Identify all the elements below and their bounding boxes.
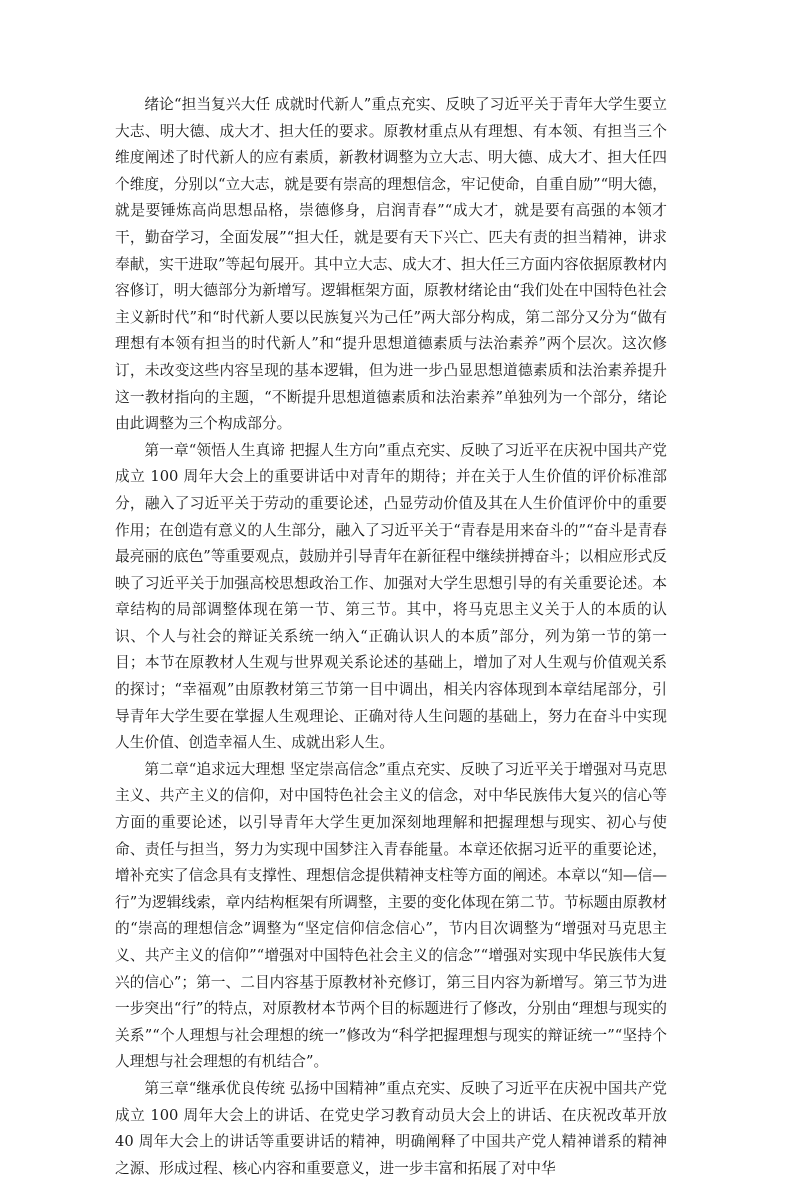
paragraph-introduction: 绪论“担当复兴大任 成就时代新人”重点充实、反映了习近平关于青年大学生要立大志、明大德、成大才、担大任的要求。原教材重点从有理想、有本领、有担当三个维度阐述了时代新人的应有素质，新教材调整为立大志、明大德、成大才、担大任四个维度，分别以“立大志，就是要有崇高的理想信念，牢记使命，自重自励”“明大德，就是要锤炼高尚思想品格，崇德修身，启润青春”“成大才，就是要有高强的本领才干，勤奋学习，全面发展”“担大任，就是要有天下兴亡、匹夫有责的担当精神，讲求奉献，实干进取”等起句展开。其中立大志、成大才、担大任三方面内容依据原教材内容修订，明大德部分为新增写。逻辑框架方面，原教材绪论由“我们处在中国特色社会主义新时代”和“时代新人要以民族复兴为己任”两大部分构成，第二部分又分为“做有理想有本领有担当的时代新人”和“提升思想道德素质与法治素养”两个层次。这次修订，未改变这些内容呈现的基本逻辑，但为进一步凸显思想道德素质和法治素养提升这一教材指向的主题，“不断提升思想道德素质和法治素养”单独列为一个部分，绪论由此调整为三个构成部分。 xyxy=(115,96,667,433)
paragraph-chapter-1: 第一章“领悟人生真谛 把握人生方向”重点充实、反映了习近平在庆祝中国共产党成立 100 周年大会上的重要讲话中对青年的期待；并在关于人生价值的评价标准部分，融入了习近平关于劳动的重要论述，凸显劳动价值及其在人生价值评价中的重要作用；在创造有意义的人生部分，融入了习近平关于“青春是用来奋斗的”“奋斗是青春最亮丽的底色”等重要观点，鼓励并引导青年在新征程中继续拼搏奋斗；以相应形式反映了习近平关于加强高校思想政治工作、加强对大学生思想引导的有关重要论述。本章结构的局部调整体现在第一节、第三节。其中，将马克思主义关于人的本质的认识、个人与社会的辩证关系统一纳入“正确认识人的本质”部分，列为第一节的第一目；本节在原教材人生观与世界观关系论述的基础上，增加了对人生观与价值观关系的探讨；“幸福观”由原教材第三节第一目中调出，相关内容体现到本章结尾部分，引导青年大学生要在掌握人生观理论、正确对待人生问题的基础上，努力在奋斗中实现人生价值、创造幸福人生、成就出彩人生。 xyxy=(115,441,667,752)
paragraph-chapter-2: 第二章“追求远大理想 坚定崇高信念”重点充实、反映了习近平关于增强对马克思主义、共产主义的信仰，对中国特色社会主义的信念，对中华民族伟大复兴的信心等方面的重要论述，以引导青年大学生更加深刻地理解和把握理想与现实、初心与使命、责任与担当，努力为实现中国梦注入青春能量。本章还依据习近平的重要论述，增补充实了信念具有支撑性、理想信念提供精神支柱等方面的阐述。本章以“知—信—行”为逻辑线索，章内结构框架有所调整，主要的变化体现在第二节。节标题由原教材的“崇高的理想信念”调整为“坚定信仰信念信心”，节内目次调整为“增强对马克思主义、共产主义的信仰”“增强对中国特色社会主义的信念”“增强对实现中华民族伟大复兴的信心”；第一、二目内容基于原教材补充修订，第三目内容为新增写。第三节为进一步突出“行”的特点，对原教材本节两个目的标题进行了修改，分别由“理想与现实的关系”“个人理想与社会理想的统一”修改为“科学把握理想与现实的辩证统一”“坚持个人理想与社会理想的有机结合”。 xyxy=(115,760,667,1071)
document-body xyxy=(115,92,667,1182)
paragraph-chapter-3: 第三章“继承优良传统 弘扬中国精神”重点充实、反映了习近平在庆祝中国共产党成立 100 周年大会上的讲话、在党史学习教育动员大会上的讲话、在庆祝改革开放 40 周年大会上的讲话等重要讲话的精神，明确阐释了中国共产党人精神谱系的精神之源、形成过程、核心内容和重要意义，进一步丰富和拓展了对中华 xyxy=(115,1079,667,1177)
